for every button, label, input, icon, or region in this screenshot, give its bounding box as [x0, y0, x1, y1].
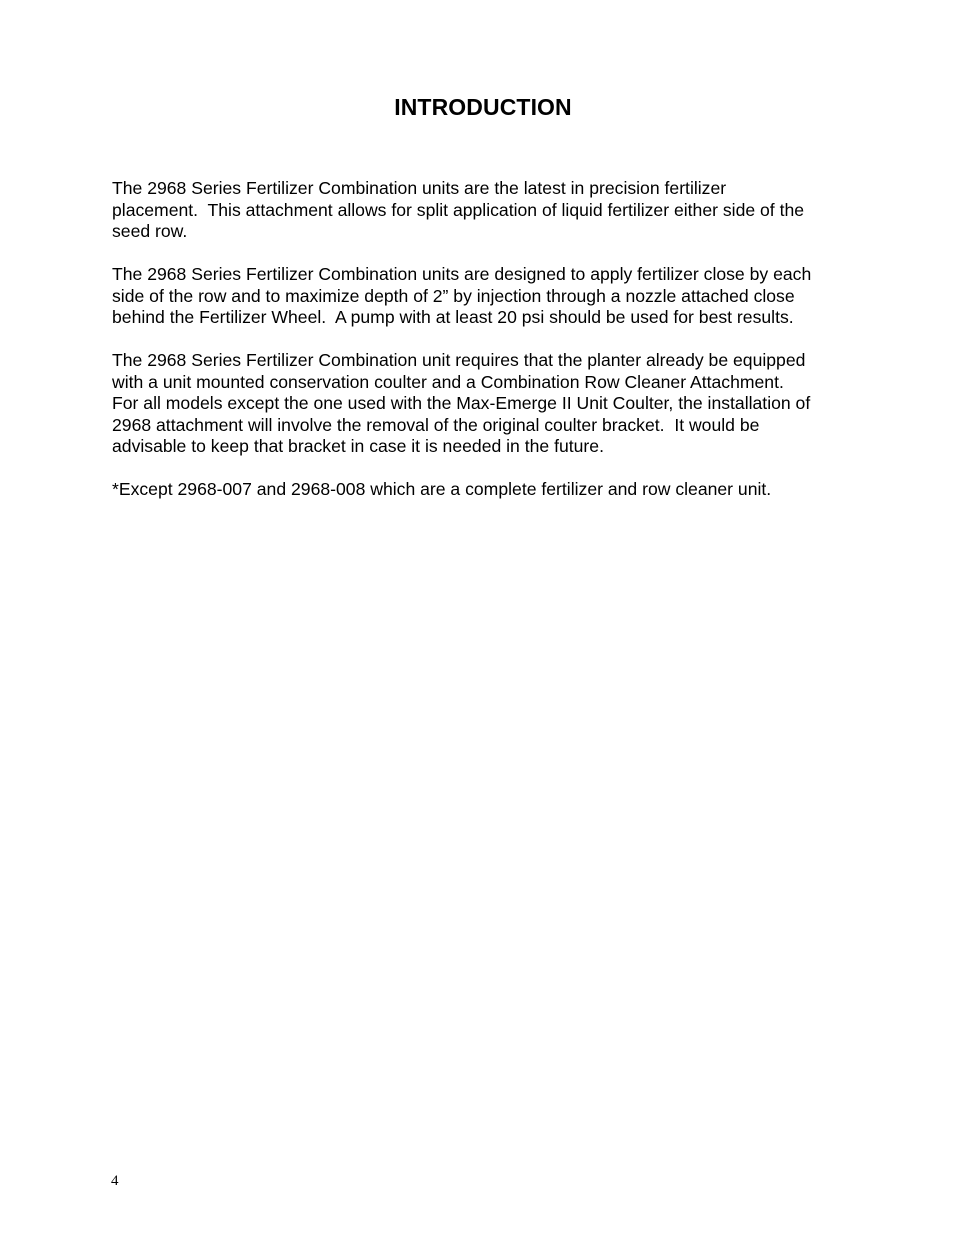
text-line: For all models except the one used with the Max-Emerge II Unit Coulter, the installation of — [112, 393, 811, 413]
text-line: advisable to keep that bracket in case it is needed in the future. — [112, 436, 604, 456]
paragraph-design — [112, 264, 872, 329]
text-line: 2968 attachment will involve the removal of the original coulter bracket. It would be — [112, 414, 760, 435]
text-line: with a unit mounted conservation coulter and a Combination Row Cleaner Attachment. — [112, 371, 784, 392]
text-line: The 2968 Series Fertilizer Combination unit requires that the planter already be equipped — [112, 350, 806, 370]
text-line: side of the row and to maximize depth of 2” by injection through a nozzle attached close — [112, 285, 795, 306]
page-title: INTRODUCTION — [394, 94, 572, 120]
paragraph-purpose — [112, 178, 872, 243]
paragraph-requirements — [112, 350, 872, 458]
text-line: The 2968 Series Fertilizer Combination units are designed to apply fertilizer close by each — [112, 264, 812, 284]
body-text — [112, 178, 872, 522]
text-line: *Except 2968-007 and 2968-008 which are a complete fertilizer and row cleaner unit. — [112, 479, 772, 499]
page-number: 4 — [111, 1173, 119, 1189]
text-line: behind the Fertilizer Wheel. A pump with at least 20 psi should be used for best results. — [112, 307, 794, 327]
paragraph-exception-note — [112, 479, 872, 501]
text-line: The 2968 Series Fertilizer Combination units are the latest in precision fertilizer — [112, 178, 727, 198]
text-line: seed row. — [112, 221, 188, 241]
text-line: placement. This attachment allows for split application of liquid fertilizer either side of the — [112, 199, 805, 220]
